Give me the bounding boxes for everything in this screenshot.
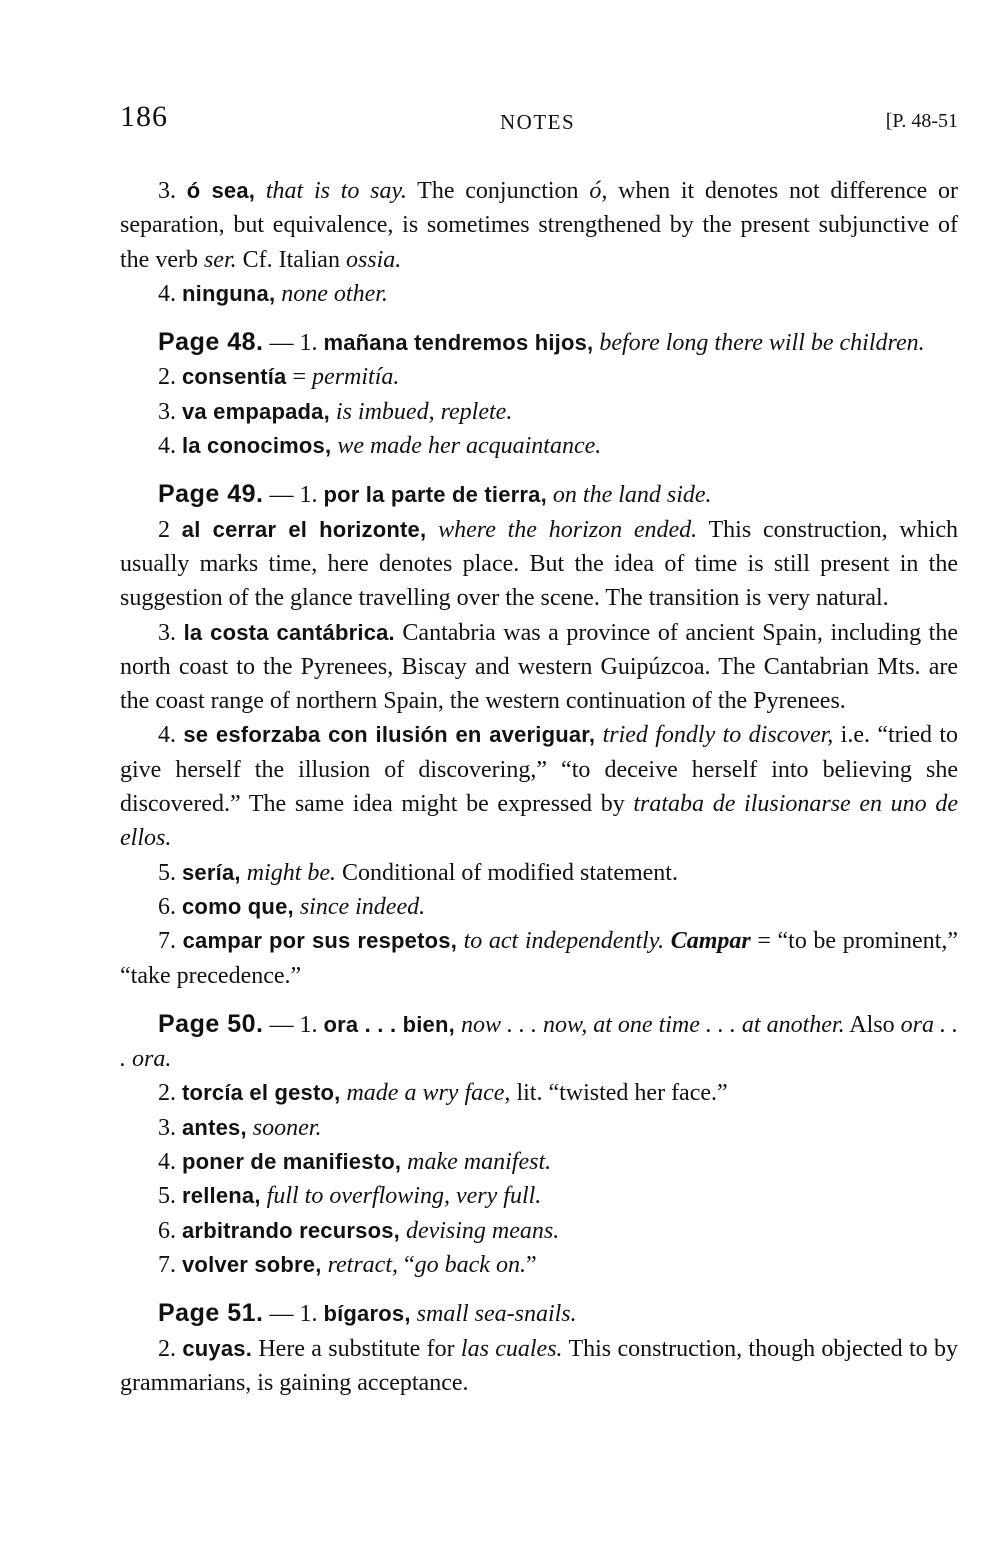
note-headword: por la parte de tierra, (323, 482, 547, 508)
note-text: This construction, which usually marks time, here denotes place. But the idea of time is still present in the suggestion of the glance travelling over the scene. The transition is very natural. (120, 516, 959, 612)
note-paragraph (120, 856, 958, 890)
note-number: 2. (158, 1335, 176, 1362)
note-text: i.e. “tried to give herself the illusion of discovering,” “to deceive herself into believing she discovered.” The same idea might be expressed by (120, 722, 959, 818)
note-number: 5. (158, 859, 176, 886)
note-gloss: where the horizon ended. (438, 516, 698, 543)
note-gloss: devising means. (405, 1217, 560, 1244)
note-paragraph (120, 1296, 958, 1331)
note-number: 3. (158, 619, 176, 646)
note-headword: volver sobre, (182, 1251, 322, 1277)
note-number: 1. (299, 482, 318, 509)
note-text: “ (398, 1251, 415, 1278)
note-number: 3. (158, 398, 176, 425)
note-gloss: before long there will be children. (599, 330, 925, 357)
note-paragraph (120, 477, 958, 512)
note-gloss: since indeed. (299, 893, 426, 920)
note-headword: campar por sus respetos, (182, 928, 458, 954)
note-text-italic: ó, (589, 178, 608, 204)
note-number: 1. (299, 330, 318, 357)
note-text: Also (844, 1011, 901, 1038)
note-number: 2. (158, 364, 176, 391)
note-number: 3. (158, 178, 176, 204)
note-headword: ninguna, (182, 280, 276, 306)
note-text: lit. “twisted her face.” (510, 1080, 728, 1107)
note-text-italic: go back on. (414, 1251, 526, 1278)
note-number: 4. (158, 722, 176, 749)
page-label: Page 51. (158, 1299, 264, 1328)
note-text: ” (525, 1251, 537, 1278)
note-headword: como que, (182, 893, 294, 919)
note-paragraph (120, 513, 958, 616)
note-paragraph (120, 1248, 958, 1282)
note-gloss: might be. (246, 859, 337, 886)
note-text-italic: las cuales. (460, 1335, 563, 1362)
note-gloss: full to overflowing, very full. (266, 1183, 542, 1210)
note-paragraph (120, 1179, 958, 1213)
note-number: 4. (158, 1149, 176, 1176)
note-text-italic: Campar (664, 928, 751, 955)
section-title: NOTES (500, 110, 576, 134)
note-text: Cantabria was a province of ancient Spain, including the north coast to the Pyrenees, Biscay and western Guipúzcoa. The Cantabrian Mts. are the coast range of northern Spain, the western continuation of the Pyrenees. (120, 619, 958, 715)
note-gloss: that is to say. (265, 178, 407, 204)
note-paragraph (120, 1214, 958, 1248)
note-number: 6. (158, 1217, 176, 1244)
note-paragraph (120, 395, 958, 429)
note-headword: ó sea, (186, 178, 256, 203)
note-paragraph (120, 924, 958, 993)
note-headword: va empapada, (182, 398, 330, 424)
note-text: Cf. Italian (236, 246, 346, 273)
note-headword: torcía el gesto, (182, 1080, 341, 1106)
running-head (120, 100, 958, 150)
page-label: Page 50. (158, 1009, 264, 1038)
note-gloss: made a wry face, (346, 1080, 511, 1107)
note-gloss: make manifest. (407, 1149, 552, 1176)
note-gloss: retract, (327, 1251, 398, 1278)
note-gloss: permitía. (312, 364, 400, 391)
note-text: when it denotes not difference or separation, but equivalence, is sometimes strengthened by the present subjunctive of the verb (120, 178, 959, 273)
note-number: 4. (158, 433, 176, 460)
note-gloss: to act independently. (463, 928, 665, 955)
note-gloss: we made her acquaintance. (337, 433, 602, 460)
note-headword: ora . . . bien, (323, 1011, 455, 1037)
note-headword: rellena, (182, 1183, 261, 1209)
note-gloss: tried fondly to discover, (602, 722, 834, 749)
note-paragraph (120, 1076, 958, 1110)
note-number: 7. (158, 1251, 176, 1278)
note-paragraph (120, 360, 958, 394)
em-dash: — (263, 330, 300, 357)
equals-sign: = (286, 364, 313, 391)
note-headword: al cerrar el horizonte, (181, 516, 427, 542)
note-number: 2. (158, 1080, 176, 1107)
page-label: Page 49. (158, 480, 264, 509)
note-headword: consentía (182, 364, 287, 390)
note-gloss: is imbued, replete. (335, 398, 513, 425)
note-headword: mañana tendremos hijos, (323, 330, 594, 356)
note-text-italic: trataba de ilusionarse en uno de ellos. (120, 791, 959, 852)
note-headword: la costa cantábrica. (183, 619, 395, 645)
note-number: 1. (299, 1011, 318, 1038)
note-paragraph (120, 1332, 958, 1401)
note-number: 4. (158, 280, 176, 307)
em-dash: — (263, 1301, 300, 1328)
note-paragraph (120, 277, 958, 311)
page-number: 186 (120, 100, 168, 133)
note-paragraph (120, 174, 958, 277)
note-gloss: small sea-snails. (416, 1301, 577, 1328)
note-headword: la conocimos, (182, 433, 332, 459)
page-range: [P. 48-51 (885, 110, 958, 132)
note-headword: antes, (182, 1114, 247, 1140)
note-text: This construction, though objected to by grammarians, is gaining acceptance. (120, 1335, 958, 1396)
note-number: 6. (158, 893, 176, 920)
notes-content (120, 174, 958, 1400)
note-number: 5. (158, 1183, 176, 1210)
note-text: = “to be prominent,” “take precedence.” (120, 928, 958, 989)
note-text: Conditional of modified statement. (336, 859, 678, 886)
note-headword: poner de manifiesto, (182, 1149, 402, 1175)
note-paragraph (120, 429, 958, 463)
em-dash: — (263, 482, 300, 509)
note-text-italic: ora . . . ora. (120, 1011, 959, 1073)
note-text: Here a substitute for (252, 1335, 461, 1362)
note-paragraph (120, 1007, 958, 1077)
note-paragraph (120, 1145, 958, 1179)
note-text-italic: ser. (203, 246, 237, 273)
note-headword: cuyas. (182, 1335, 253, 1361)
note-text-italic: ossia. (345, 246, 402, 273)
note-number: 7. (158, 928, 176, 955)
note-gloss: now . . . now, at one time . . . at another. (460, 1011, 845, 1038)
note-gloss: none other. (281, 280, 388, 307)
note-headword: sería, (182, 859, 241, 885)
book-page (120, 100, 958, 1400)
note-headword: se esforzaba con ilusión en averiguar, (183, 722, 596, 748)
note-paragraph (120, 890, 958, 924)
note-headword: arbitrando recursos, (182, 1217, 400, 1243)
note-number: 1. (299, 1301, 318, 1328)
note-gloss: sooner. (252, 1114, 322, 1141)
note-number: 3. (158, 1114, 176, 1141)
note-text: The conjunction (406, 178, 590, 204)
note-number: 2 (158, 516, 170, 543)
note-paragraph (120, 616, 958, 719)
page-label: Page 48. (158, 328, 264, 357)
note-paragraph (120, 718, 958, 855)
em-dash: — (263, 1011, 300, 1038)
note-headword: bígaros, (323, 1301, 411, 1327)
note-paragraph (120, 1111, 958, 1145)
note-gloss: on the land side. (552, 482, 712, 509)
note-paragraph (120, 325, 958, 360)
